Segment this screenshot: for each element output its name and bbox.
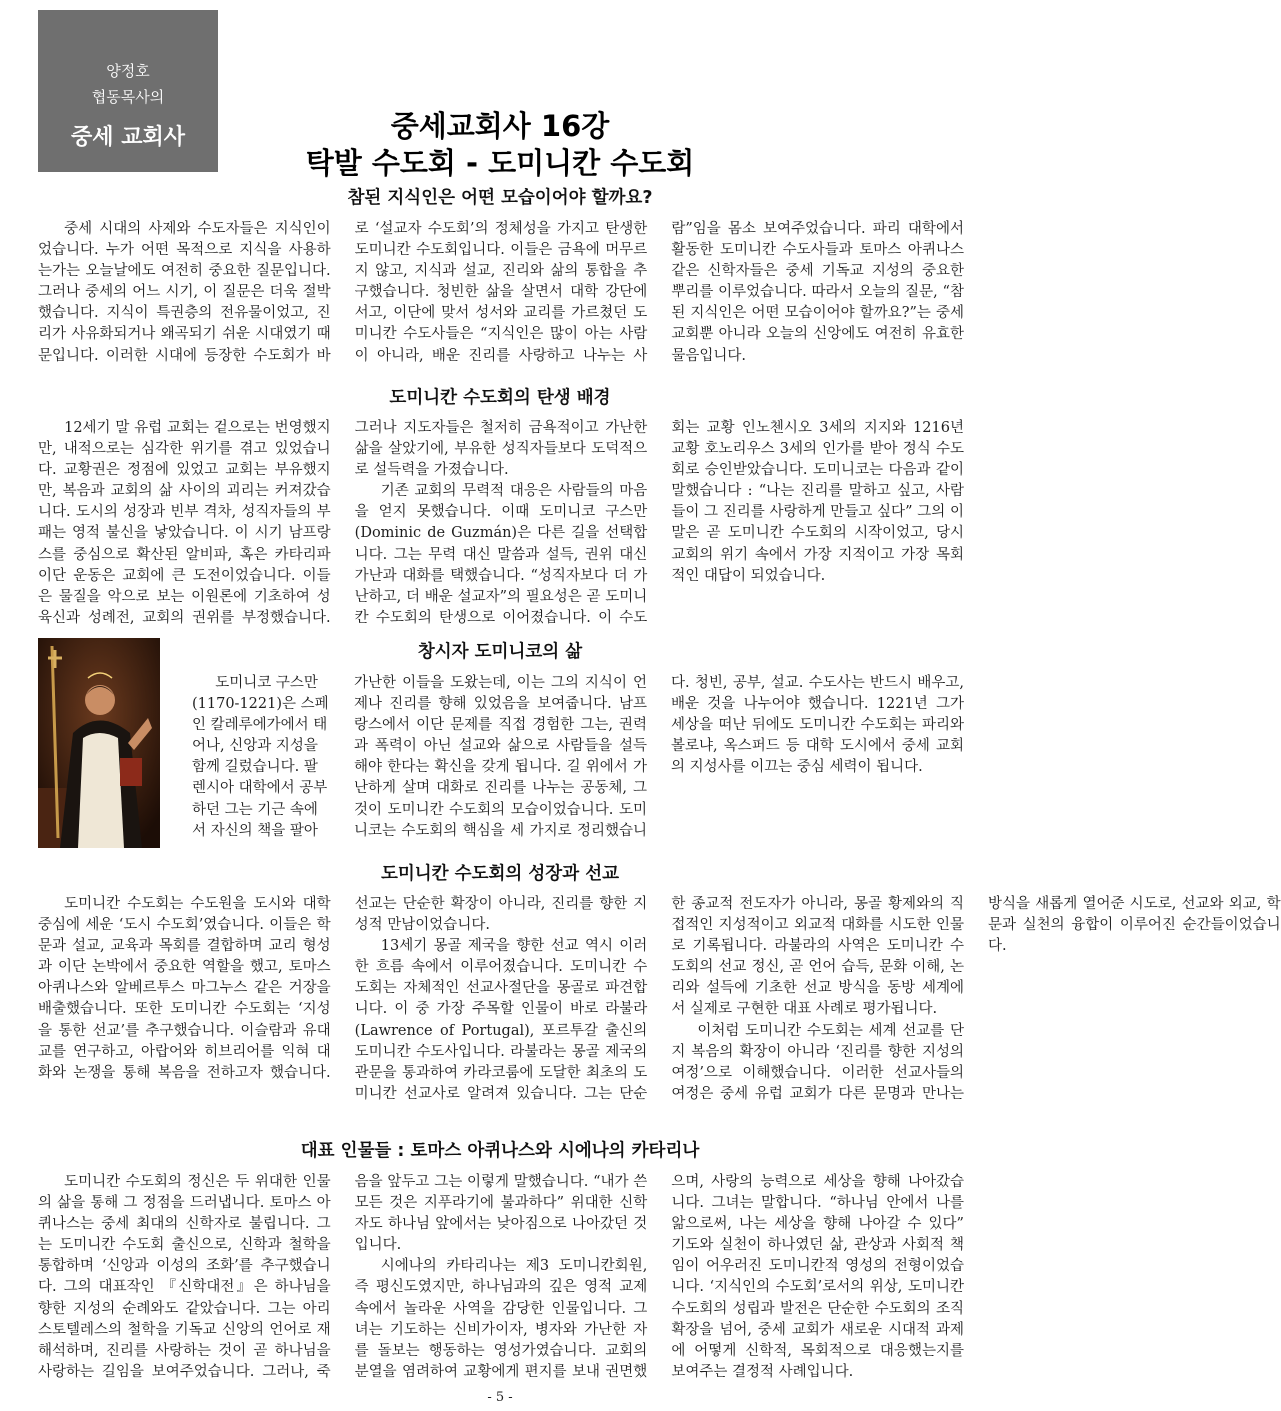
section-3-intro xyxy=(192,673,331,842)
intro-line-1: 도미니코 구스만 xyxy=(215,675,318,691)
section-heading-2: 도미니칸 수도회의 탄생 배경 xyxy=(389,388,611,408)
section-5-text-2: 시에나의 카타리나는 제3 도미니칸회원, 즉 평신도였지만, 하나님과의 깊은 영적 교제 속에서 놀라운 사역을 감당한 인물입니다. 그녀는 기도하는 신비가이자, 병자와 가난한 자를 돌보는 행동하는 영성가였습니다. 교회의 분열을 염려하여 교황에게 편지를 보내 권면했으며, 사랑의 능력으로 세상을 향해 나아갔습니다. 그녀는 말합니다. “하나님 안에서 나를 앎으로써, 나는 세상을 향해 나아갈 수 있다” 기도와 실천이 하나였던 삶, 관상과 사회적 책임이 어우러진 도미니칸적 영성의 전형이었습니다. ‘지식인의 수도회’로서의 위상, 도미니칸 수도회의 성립과 발전은 단순한 수도회의 조직 확장을 넘어, 중세 교회가 새로운 시대적 과제에 어떻게 신학적, 목회적으로 대응했는지를 보여주는 결정적 사례입니다. xyxy=(354,1174,964,1380)
intro-line-6: 렌시아 대학에서 공부 xyxy=(192,780,328,797)
section-4-text-2: 13세기 몽골 제국을 향한 선교 역시 이러한 흐름 속에서 이루어졌습니다. 도미니칸 수도회는 자체적인 선교사절단을 몽골로 파견합니다. 이 중 가장 주목할 인물이 바로 라불라(Lawrence of Portugal), 포르투갈 출신의 도미니칸 수도사입니다. 라불라는 몽골 제국의 관문을 통과하여 카라코룸에 도달한 최초의 도미니칸 선교사로 알려져 있습니다. 그는 단순한 종교적 전도자가 아니라, 몽골 황제와의 직접적인 지성적이고 외교적 대화를 시도한 인물로 기록됩니다. 라불라의 사역은 도미니칸 수도회의 선교 정신, 곧 언어 습득, 문화 이해, 논리와 설득에 기초한 선교 방식을 동방 세계에서 실제로 구현한 대표 사례로 평가됩니다. xyxy=(354,896,964,1102)
intro-line-4: 어나, 신앙과 지성을 xyxy=(192,738,318,755)
intro-line-5: 함께 길렀습니다. 팔 xyxy=(192,759,318,776)
section-1-text: 중세 시대의 사제와 수도자들은 지식인이었습니다. 누가 어떤 목적으로 지식을 사용하는가는 오늘날에도 여전히 중요한 질문입니다. 그러나 중세의 어느 시기, 이 질문은 더욱 절박했습니다. 지식이 특권층의 전유물이었고, 진리가 사유화되거나 왜곡되기 쉬운 시대였기 때문입니다. 이러한 시대에 등장한 수도회가 바로 ‘설교자 수도회’의 정체성을 가지고 탄생한 도미니칸 수도회입니다. 이들은 금욕에 머무르지 않고, 지식과 설교, 진리와 삶의 통합을 추구했습니다. 청빈한 삶을 살면서 대학 강단에 서고, 이단에 맞서 성서와 교리를 가르쳤던 도미니칸 수도사들은 “지식인은 많이 아는 사람이 아니라, 배운 진리를 사랑하고 나누는 사람”임을 몸소 보여주었습니다. 파리 대학에서 활동한 도미니칸 수도사들과 토마스 아퀴나스 같은 신학자들은 중세 기독교 지성의 중요한 뿌리를 이루었습니다. 따라서 오늘의 질문, “참된 지식인은 어떤 모습이어야 할까요?”는 중세 교회뿐 아니라 오늘의 신앙에도 여전히 유효한 물음입니다. xyxy=(38,221,964,364)
section-1-columns xyxy=(38,219,964,367)
page-title: 중세교회사 16강 xyxy=(390,109,610,143)
badge-author: 양정호 xyxy=(106,62,150,80)
section-heading-4: 도미니칸 수도회의 성장과 선교 xyxy=(380,864,620,884)
section-5-columns xyxy=(38,1172,964,1384)
section-4-text-1: 도미니칸 수도회는 수도원을 도시와 대학 중심에 세운 ‘도시 수도회’였습니다. 이들은 학문과 설교, 교육과 목회를 결합하며 교리 형성과 이단 논박에서 중요한 역할을 했고, 토마스 아퀴나스와 알베르투스 마그누스 같은 거장을 배출했습니다. 또한 도미니칸 수도회는 ‘지성을 통한 선교’를 추구했습니다. 이슬람과 유대교를 연구하고, 아랍어와 히브리어를 익혀 대화와 논쟁을 통해 복음을 전하고자 했습니다. 선교는 단순한 확장이 아니라, 진리를 향한 지성적 만남이었습니다. xyxy=(38,896,648,1081)
page-subtitle: 탁발 수도회 - 도미니칸 수도회 xyxy=(305,146,695,180)
section-4-text-3: 이처럼 도미니칸 수도회는 세계 선교를 단지 복음의 확장이 아니라 ‘진리를 향한 지성의 여정’으로 이해했습니다. 이러한 선교사들의 여정은 중세 유럽 교회가 다른 문명과 만나는 방식을 새롭게 열어준 시도로, 선교와 외교, 학문과 실천의 융합이 이루어진 순간들이었습니다. xyxy=(671,896,1281,1102)
section-5-text-1: 도미니칸 수도회의 정신은 두 위대한 인물의 삶을 통해 그 정점을 드러냅니다. 토마스 아퀴나스는 중세 최대의 신학자로 불립니다. 그는 도미니칸 수도회 출신으로, 신학과 철학을 통합하며 ‘신앙과 이성의 조화’를 추구했습니다. 그의 대표작인 『신학대전』은 하나님을 향한 지성의 순례와도 같았습니다. 그는 아리스토텔레스의 철학을 기독교 신앙의 언어로 재해석하며, 진리를 사랑하는 것이 곧 하나님을 사랑하는 길임을 보여주었습니다. 그러나, 죽음을 앞두고 그는 이렇게 말했습니다. “내가 쓴 모든 것은 지푸라기에 불과하다” 위대한 신학자도 하나님 앞에서는 낮아짐으로 나아갔던 것입니다. xyxy=(38,1174,648,1380)
section-heading-3: 창시자 도미니코의 삶 xyxy=(417,642,583,662)
section-heading-1: 참된 지식인은 어떤 모습이어야 할까요? xyxy=(347,188,653,208)
badge-series: 중세 교회사 xyxy=(71,125,185,150)
intro-line-7: 하던 그는 기근 속에 xyxy=(192,801,318,818)
section-heading-5: 대표 인물들 : 토마스 아퀴나스와 시에나의 카타리나 xyxy=(300,1141,700,1161)
section-4-columns xyxy=(38,894,1281,1126)
section-3-text: 가난한 이들을 도왔는데, 이는 그의 지식이 언제나 진리를 향해 있었음을 보여줍니다. 남프랑스에서 이단 문제를 직접 경험한 그는, 권력과 폭력이 아닌 설교와 삶으로 사람들을 설득해야 한다는 확신을 갖게 됩니다. 길 위에서 가난하게 살며 대화로 진리를 나누는 공동체, 그것이 도미니칸 수도회의 모습이었습니다. 도미니코는 수도회의 핵심을 세 가지로 정리했습니다. 청빈, 공부, 설교. 수도사는 반드시 배우고, 배운 것을 나누어야 했습니다. 1221년 그가 세상을 떠난 뒤에도 도미니칸 수도회는 파리와 볼로냐, 옥스퍼드 등 대학 도시에서 중세 교회의 지성사를 이끄는 중심 세력이 됩니다. xyxy=(354,675,964,839)
section-2-text-1: 12세기 말 유럽 교회는 겉으로는 번영했지만, 내적으로는 심각한 위기를 겪고 있었습니다. 교황권은 정점에 있었고 교회는 부유했지만, 복음과 교회의 삶 사이의 괴리는 커져갔습니다. 도시의 성장과 빈부 격차, 성직자들의 부패는 영적 불신을 낳았습니다. 이 시기 남프랑스를 중심으로 확산된 알비파, 혹은 카타리파 이단 운동은 교회에 큰 도전이었습니다. 이들은 물질을 악으로 보는 이원론에 기초하여 성육신과 성례전, 교회의 권위를 부정했습니다. 그러나 지도자들은 철저히 금욕적이고 가난한 삶을 살았기에, 부유한 성직자들보다 도덕적으로 설득력을 가졌습니다. xyxy=(38,420,648,626)
section-2-columns xyxy=(38,418,964,630)
section-3-columns xyxy=(354,673,964,843)
intro-line-2: (1170-1221)은 스페 xyxy=(192,696,329,713)
dominic-portrait-image xyxy=(38,638,160,848)
page-number: - 5 - xyxy=(487,1390,513,1405)
intro-line-8: 서 자신의 책을 팔아 xyxy=(192,822,318,839)
badge-role: 협동목사의 xyxy=(91,88,165,106)
intro-line-3: 인 칼레루에가에서 태 xyxy=(192,717,328,734)
section-2-text-2: 기존 교회의 무력적 대응은 사람들의 마음을 얻지 못했습니다. 이때 도미니코 구스만(Dominic de Guzmán)은 다른 길을 선택합니다. 그는 무력 대신 말씀과 설득, 권위 대신 가난과 대화를 택했습니다. “성직자보다 더 가난하고, 더 배운 설교자”의 필요성은 곧 도미니칸 수도회의 탄생으로 이어졌습니다. 이 수도회는 교황 인노첸시오 3세의 지지와 1216년 교황 호노리우스 3세의 인가를 받아 정식 수도회로 승인받았습니다. 도미니코는 다음과 같이 말했습니다 : “나는 진리를 말하고 싶고, 사람들이 그 진리를 사랑하게 만들고 싶다” 그의 이 말은 곧 도미니칸 수도회의 시작이었고, 당시 교회의 위기 속에서 가장 지적이고 가장 목회적인 대답이 되었습니다. xyxy=(354,420,964,626)
